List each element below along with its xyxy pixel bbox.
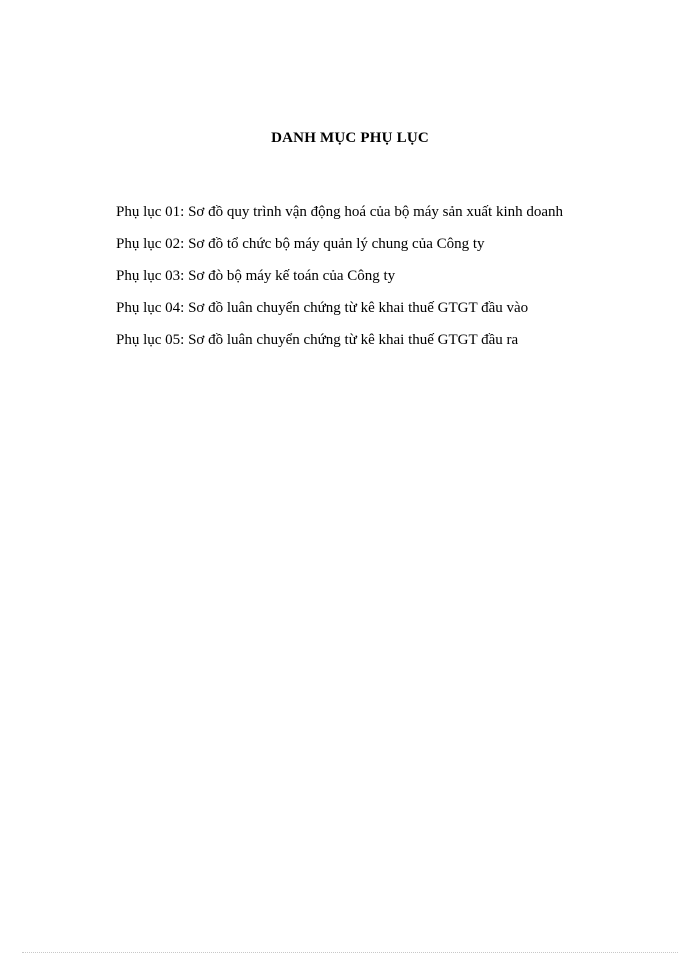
page-title: DANH MỤC PHỤ LỤC bbox=[271, 130, 429, 146]
page-bottom-divider bbox=[22, 952, 678, 953]
appendix-item: Phụ lục 01: Sơ đồ quy trình vận động hoá của bộ máy sản xuất kinh doanh bbox=[116, 204, 564, 220]
appendix-item: Phụ lục 03: Sơ đò bộ máy kế toán của Công ty bbox=[116, 268, 396, 284]
appendix-item: Phụ lục 04: Sơ đồ luân chuyển chứng từ kê khai thuế GTGT đầu vào bbox=[116, 300, 529, 316]
appendix-list bbox=[116, 196, 563, 356]
appendix-item: Phụ lục 05: Sơ đồ luân chuyển chứng từ kê khai thuế GTGT đầu ra bbox=[116, 332, 519, 348]
appendix-item: Phụ lục 02: Sơ đồ tổ chức bộ máy quản lý chung của Công ty bbox=[116, 236, 485, 252]
